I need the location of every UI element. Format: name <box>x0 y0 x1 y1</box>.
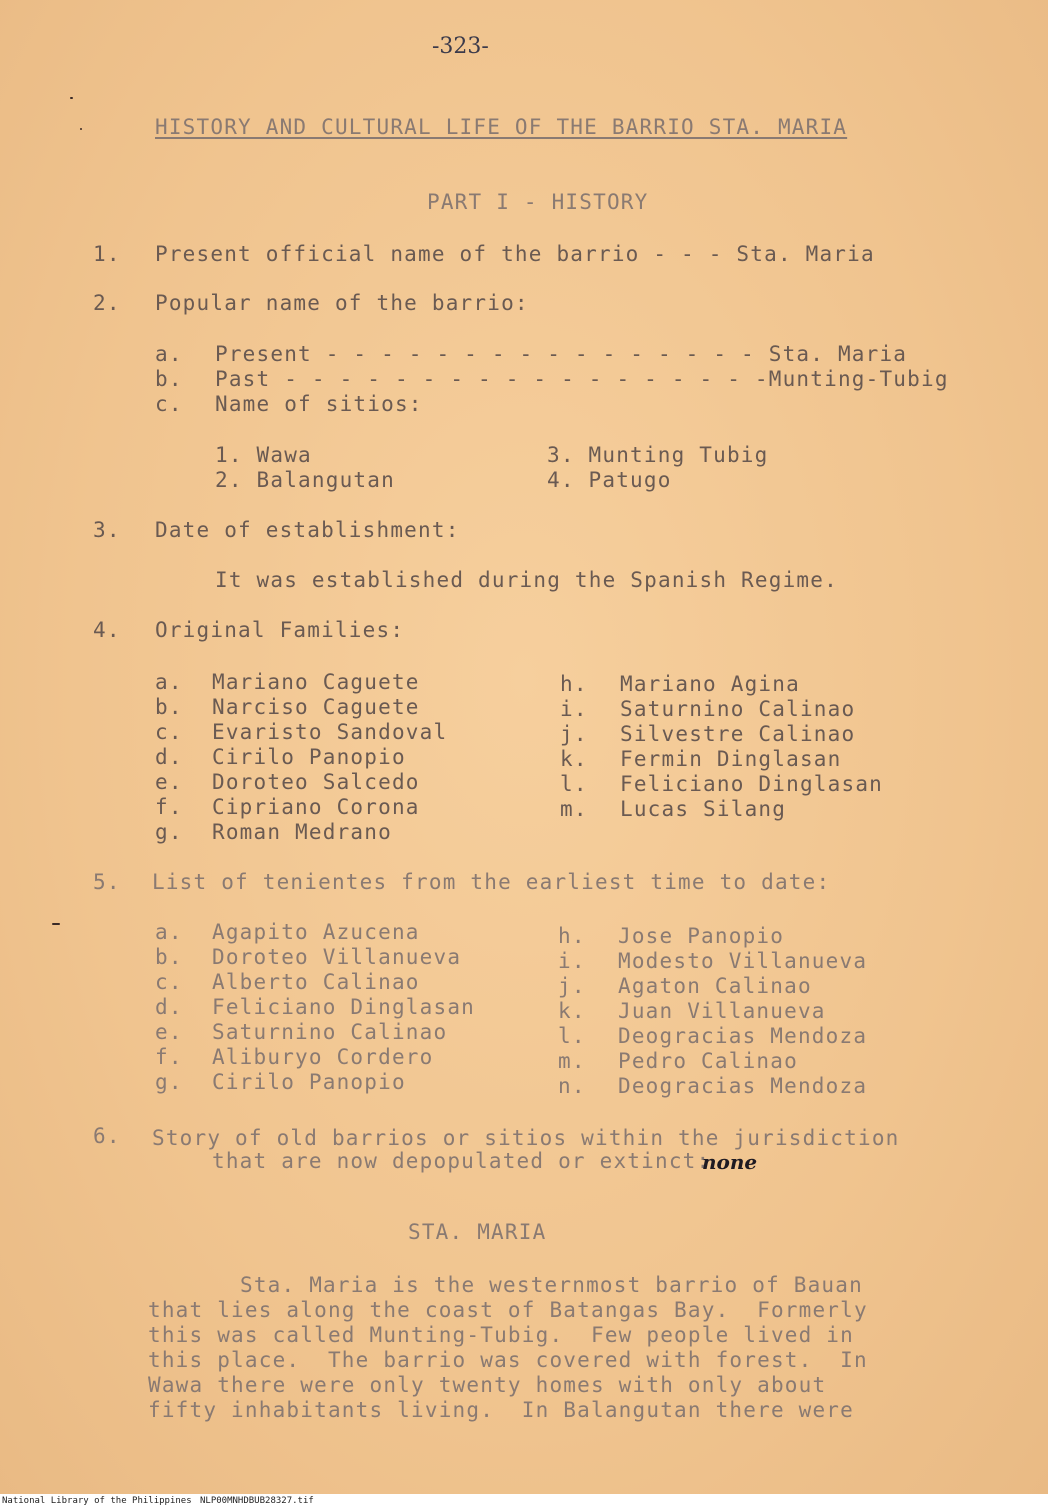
family-letter: i. <box>560 697 588 721</box>
story-line: this place. The barrio was covered with forest. In <box>148 1348 868 1372</box>
handwritten-answer: none <box>702 1150 758 1174</box>
item-number-2: 2. <box>93 291 121 315</box>
family-name: Feliciano Dinglasan <box>620 772 884 796</box>
item-number-1: 1. <box>93 242 121 266</box>
teniente-name: Alberto Calinao <box>212 970 420 994</box>
family-name: Narciso Caguete <box>212 695 420 719</box>
teniente-letter: i. <box>558 949 586 973</box>
family-letter: j. <box>560 722 588 746</box>
teniente-name: Pedro Calinao <box>618 1049 798 1073</box>
sitio-item: 3. Munting Tubig <box>547 443 769 467</box>
past-letter: b. <box>155 367 183 391</box>
story-line: Sta. Maria is the westernmost barrio of Bauan <box>240 1273 863 1297</box>
teniente-name: Deogracias Mendoza <box>618 1024 868 1048</box>
teniente-name: Deogracias Mendoza <box>618 1074 868 1098</box>
teniente-letter: f. <box>155 1045 183 1069</box>
teniente-name: Feliciano Dinglasan <box>212 995 476 1019</box>
ink-speck <box>52 923 60 925</box>
family-name: Cirilo Panopio <box>212 745 406 769</box>
family-name: Mariano Agina <box>620 672 800 696</box>
part-heading: PART I - HISTORY <box>427 190 649 214</box>
family-name: Saturnino Calinao <box>620 697 856 721</box>
family-letter: k. <box>560 747 588 771</box>
teniente-letter: m. <box>558 1049 586 1073</box>
family-name: Roman Medrano <box>212 820 392 844</box>
footer-source: National Library of the Philippines <box>2 1496 192 1506</box>
sitios-letter: c. <box>155 392 183 416</box>
family-name: Silvestre Calinao <box>620 722 856 746</box>
item-number-5: 5. <box>93 870 121 894</box>
past-name-line: Past - - - - - - - - - - - - - - - - - -Munting-Tubig <box>215 367 949 391</box>
teniente-name: Juan Villanueva <box>618 999 826 1023</box>
family-letter: m. <box>560 797 588 821</box>
teniente-name: Saturnino Calinao <box>212 1020 448 1044</box>
tenientes-heading: List of tenientes from the earliest time to date: <box>152 870 831 894</box>
ink-speck <box>80 128 82 130</box>
teniente-letter: k. <box>558 999 586 1023</box>
family-name: Fermin Dinglasan <box>620 747 842 771</box>
teniente-letter: b. <box>155 945 183 969</box>
family-letter: l. <box>560 772 588 796</box>
family-name: Lucas Silang <box>620 797 787 821</box>
family-letter: e. <box>155 770 183 794</box>
item-number-6: 6. <box>93 1124 121 1148</box>
popular-name-heading: Popular name of the barrio: <box>155 291 529 315</box>
story-line: this was called Munting-Tubig. Few people lived in <box>148 1323 854 1347</box>
family-name: Doroteo Salcedo <box>212 770 420 794</box>
family-letter: f. <box>155 795 183 819</box>
present-name-line: Present - - - - - - - - - - - - - - - - Sta. Maria <box>215 342 908 366</box>
teniente-letter: n. <box>558 1074 586 1098</box>
teniente-name: Agapito Azucena <box>212 920 420 944</box>
teniente-name: Cirilo Panopio <box>212 1070 406 1094</box>
sitio-item: 4. Patugo <box>547 468 672 492</box>
family-letter: d. <box>155 745 183 769</box>
sitio-item: 1. Wawa <box>215 443 312 467</box>
families-heading: Original Families: <box>155 618 405 642</box>
family-name: Evaristo Sandoval <box>212 720 448 744</box>
story-line: Wawa there were only twenty homes with only about <box>148 1373 827 1397</box>
establishment-answer: It was established during the Spanish Regime. <box>215 568 838 592</box>
teniente-name: Aliburyo Cordero <box>212 1045 434 1069</box>
story-line: fifty inhabitants living. In Balangutan there were <box>148 1398 854 1422</box>
sitios-heading: Name of sitios: <box>215 392 423 416</box>
old-barrios-line-1: Story of old barrios or sitios within the jurisdiction <box>152 1126 900 1150</box>
family-letter: g. <box>155 820 183 844</box>
teniente-name: Modesto Villanueva <box>618 949 868 973</box>
footer-bar <box>0 1494 1048 1508</box>
family-letter: a. <box>155 670 183 694</box>
document-title: HISTORY AND CULTURAL LIFE OF THE BARRIO STA. MARIA <box>155 115 848 139</box>
teniente-name: Agaton Calinao <box>618 974 812 998</box>
teniente-letter: g. <box>155 1070 183 1094</box>
story-heading: STA. MARIA <box>408 1220 547 1244</box>
family-name: Cipriano Corona <box>212 795 420 819</box>
establishment-heading: Date of establishment: <box>155 518 460 542</box>
family-name: Mariano Caguete <box>212 670 420 694</box>
teniente-letter: e. <box>155 1020 183 1044</box>
old-barrios-line-2: that are now depopulated or extinct: <box>212 1149 711 1173</box>
present-letter: a. <box>155 342 183 366</box>
ink-speck <box>70 97 73 99</box>
teniente-letter: h. <box>558 924 586 948</box>
teniente-letter: a. <box>155 920 183 944</box>
teniente-name: Doroteo Villanueva <box>212 945 462 969</box>
sitio-item: 2. Balangutan <box>215 468 395 492</box>
family-letter: c. <box>155 720 183 744</box>
teniente-name: Jose Panopio <box>618 924 785 948</box>
teniente-letter: l. <box>558 1024 586 1048</box>
footer-filename: NLP00MNHDBUB28327.tif <box>200 1496 314 1506</box>
official-name-line: Present official name of the barrio - - - Sta. Maria <box>155 242 875 266</box>
family-letter: h. <box>560 672 588 696</box>
story-line: that lies along the coast of Batangas Bay. Formerly <box>148 1298 868 1322</box>
family-letter: b. <box>155 695 183 719</box>
teniente-letter: c. <box>155 970 183 994</box>
teniente-letter: d. <box>155 995 183 1019</box>
item-number-4: 4. <box>93 618 121 642</box>
page-number: -323- <box>432 34 489 59</box>
teniente-letter: j. <box>558 974 586 998</box>
item-number-3: 3. <box>93 518 121 542</box>
